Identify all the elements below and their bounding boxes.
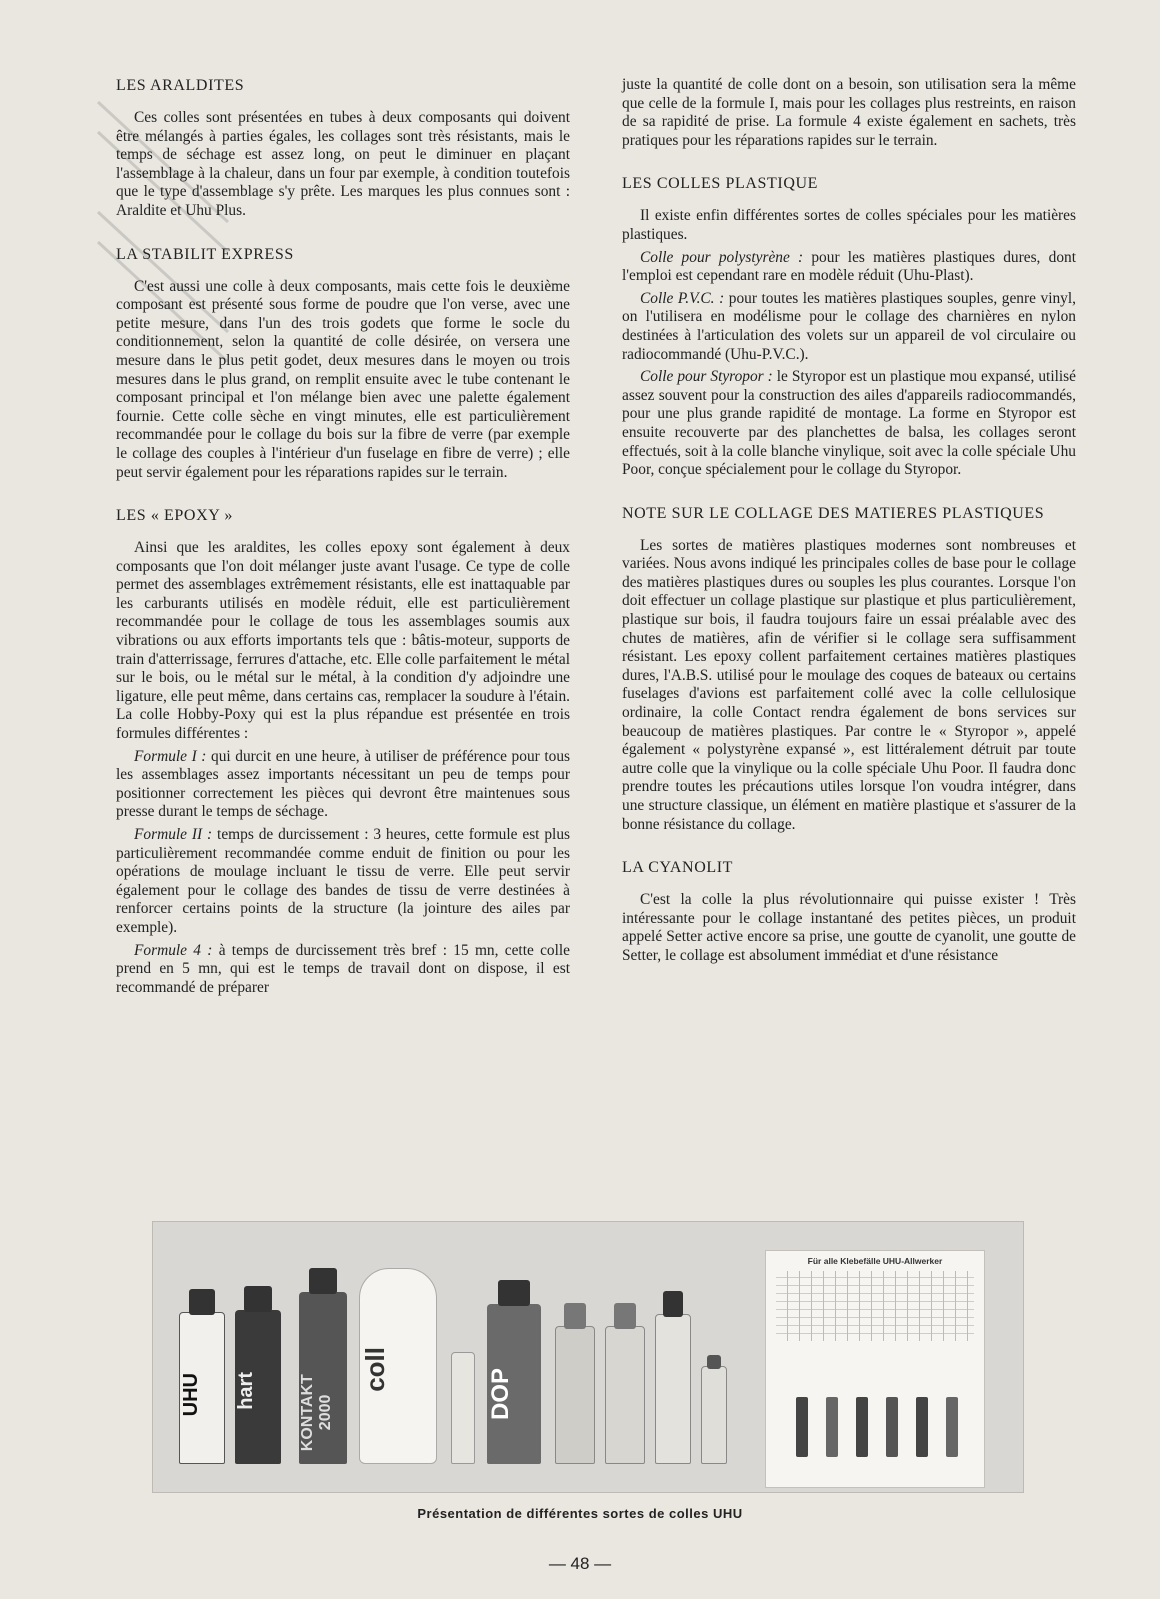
- uhu-poster: [765, 1250, 985, 1488]
- paragraph-continuation: juste la quantité de colle dont on a besoin, son utilisation sera la même que celle de la formule I, mais pour les collages plus restreints, en raison de sa rapidité de prise. La formule 4 existe également en sachets, très pratiques pour les réparations rapides sur le terrain.: [622, 76, 1076, 149]
- section-heading-stabilit: LA STABILIT EXPRESS: [116, 245, 294, 263]
- mini-tube: [701, 1366, 727, 1464]
- paragraph-epoxy: Ainsi que les araldites, les colles epoxy sont également à deux composants que l'on doit mélanger juste avant l'usage. Ce type de colle permet des assemblages extrêmement résistants, elle est inattaquable par les carburants utilisés en modèle réduit, elle est particulièrement recommandée pour le collage de tous les assemblages soumis aux vibrations ou aux efforts importants tels que : bâtis-moteur, supports de train d'atterrissage, ferrures d'attache, etc. Elle colle parfaitement le métal sur le bois, ou le métal sur le métal, à la condition d'y adjoindre une ligature, elle peut même, dans certains cas, remplacer la soudure à l'étain. La colle Hobby-Poxy qui est la plus répandue est présentée en trois formules différentes :: [116, 539, 570, 743]
- left-column: [116, 76, 570, 997]
- photo-caption: Présentation de différentes sortes de colles UHU: [417, 1506, 743, 1521]
- tube-label: DOP: [487, 1368, 514, 1421]
- paragraph-note: Les sortes de matières plastiques modernes sont nombreuses et variées. Nous avons indiqué les principales colles de base pour le collage des matières plastiques dures ou souples les plus courantes. Lorsque l'on doit effectuer un collage plastique sur plastique et plus particulièrement, plastique sur bois, il faudra toujours faire un essai préalable avec des chutes de matières, afin de vérifier si le collage sera suffisamment résistant. Les epoxy collent parfaitement certaines matières plastiques dures, l'A.B.S. utilisé pour le moulage des coques de bateaux ou certains fuselages d'avions est parfaitement collé avec la colle cellulosique ordinaire, la colle Contact rendra également de bons services sur beaucoup de matières plastiques. Par contre le « Styropor », appelé également « polystyrène expansé », est littéralement détruit par toute autre colle que la vinylique ou la colle spéciale Uhu Poor. Il faudra donc prendre toutes les précautions utiles lorsque l'on voudra intégrer, dans une structure classique, un élément en matière plastique et s'assurer de la bonne résistance du collage.: [622, 536, 1076, 833]
- paragraph-cyanolit: C'est la colle la plus révolutionnaire qui puisse exister ! Très intéressante pour le collage instantané des petites pièces, un produit appelé Setter active encore sa prise, une goutte de cyanolit, une goutte de Setter, le collage est absolument immédiat et d'une résistance: [622, 891, 1076, 964]
- styropor-text: le Styropor est un plastique mou expansé, utilisé assez souvent pour la construction des ailes d'appareils radiocommandés, pour une plus grande rapidité de montage. La forme en Styropor est ensuite recouverte par des planchettes de balsa, les collages seront effectués, soit à la colle blanche vinylique, soit avec la colle spéciale Uhu Poor, conçue spécialement pour le collage du Styropor.: [622, 368, 1076, 479]
- small-tube: [451, 1352, 475, 1464]
- section-heading-epoxy: LES « EPOXY »: [116, 507, 233, 525]
- tube-label: hart: [235, 1371, 257, 1410]
- coll-bottle: [359, 1268, 437, 1464]
- uhu-tube: [179, 1312, 225, 1464]
- formule-1-label: Formule I :: [134, 747, 207, 765]
- formule-4-text: à temps de durcissement très bref : 15 mn, cette colle prend en 5 mn, qui est le temps de travail dont on dispose, il est recommandé de préparer: [116, 941, 570, 996]
- hart-tube: [235, 1310, 281, 1464]
- formule-2-label: Formule II :: [134, 826, 213, 843]
- right-column: [622, 76, 1076, 966]
- tube-label: coll: [360, 1346, 390, 1392]
- section-heading-cyanolit: LA CYANOLIT: [622, 859, 734, 877]
- pvc-label: Colle P.V.C. :: [640, 289, 725, 307]
- paragraph-formule-4: [116, 942, 570, 998]
- section-heading-plastique: LES COLLES PLASTIQUE: [622, 175, 818, 193]
- polystyrene-text: pour les matières plastiques dures, dont l'emploi est cependant rare en modèle réduit (Uhu-Plast).: [622, 248, 1076, 285]
- styropor-label: Colle pour Styropor :: [640, 368, 773, 386]
- formule-1-text: qui durcit en une heure, à utiliser de préférence pour tous les assemblages assez importants nécessitant un peu de temps pour positionner correctement les pièces qui devront être maintenues sous presse durant le temps de séchage.: [116, 747, 571, 821]
- poster-table: [776, 1271, 974, 1341]
- paragraph-araldites: Ces colles sont présentées en tubes à deux composants qui doivent être mélangés à parties égales, les collages sont très résistants, mais le temps de séchage est assez long, on peut le diminuer en plaçant l'assemblage à la chaleur, dans un four par exemple, à condition toutefois que le type d'assemblage s'y prête. Les marques les plus connues sont : Araldite et Uhu Plus.: [116, 109, 570, 219]
- paragraph-polystyrene: [622, 249, 1076, 286]
- poster-title: Für alle Klebefälle UHU-Allwerker: [807, 1256, 943, 1266]
- dop-tube: [487, 1304, 541, 1464]
- tube-label: UHU: [180, 1373, 202, 1417]
- paragraph-formule-1: [116, 748, 570, 822]
- uhu-plus-tube-2: [605, 1326, 645, 1464]
- paragraph-plastique: Il existe enfin différentes sortes de colles spéciales pour les matières plastiques.: [622, 207, 1076, 243]
- polystyrene-label: Colle pour polystyrène :: [640, 248, 804, 266]
- section-heading-note: NOTE SUR LE COLLAGE DES MATIERES PLASTIQUES: [622, 504, 1045, 522]
- formule-4-label: Formule 4 :: [134, 941, 213, 959]
- page-number: — 48 —: [548, 1554, 612, 1573]
- tube-label: KONTAKT 2000: [299, 1373, 334, 1451]
- paragraph-styropor: [622, 368, 1076, 480]
- pvc-text: pour toutes les matières plastiques souples, genre vinyl, on l'utilisera en modélisme pour le collage des charnières en nylon destinées à l'articulation des volets sur un appareil de vol circulaire ou radiocommandé (Uhu-P.V.C.).: [622, 289, 1076, 363]
- uhu-plus-tube-3: [655, 1314, 691, 1464]
- paragraph-formule-2: [116, 826, 570, 938]
- paragraph-stabilit: C'est aussi une colle à deux composants, mais cette fois le deuxième composant est présenté sous forme de poudre que l'on verse, avec une petite mesure, dans l'un des trois godets que forme le socle du conditionnement, selon la quantité de colle désirée, on versera une mesure dans le plus petit godet, deux mesures dans le moyen ou trois mesures dans le plus grand, on remplit ensuite avec le tube contenant le composant principal et l'on mélange bien avec une palette également fournie. Cette colle sèche en vingt minutes, elle est particulièrement recommandée pour le collage du bois sur la fibre de verre (par exemple le collage des couples à l'intérieur d'un fuselage en fibre de verre) ; elle peut servir également pour les réparations rapides sur le terrain.: [116, 277, 570, 481]
- section-heading-araldites: LES ARALDITES: [116, 77, 245, 94]
- product-photo: [152, 1221, 1024, 1493]
- kontakt-tube: [299, 1292, 347, 1464]
- formule-2-text: temps de durcissement : 3 heures, cette formule est plus particulièrement recommandée comme enduit de finition ou pour les opérations de moulage incluant le tissu de verre. Elle peut servir également pour le collage des bandes de tissu de verre destinées à renforcer certains points de la structure (la jointure des ailes par exemple).: [116, 826, 570, 936]
- paragraph-pvc: [622, 290, 1076, 364]
- uhu-plus-tube-1: [555, 1326, 595, 1464]
